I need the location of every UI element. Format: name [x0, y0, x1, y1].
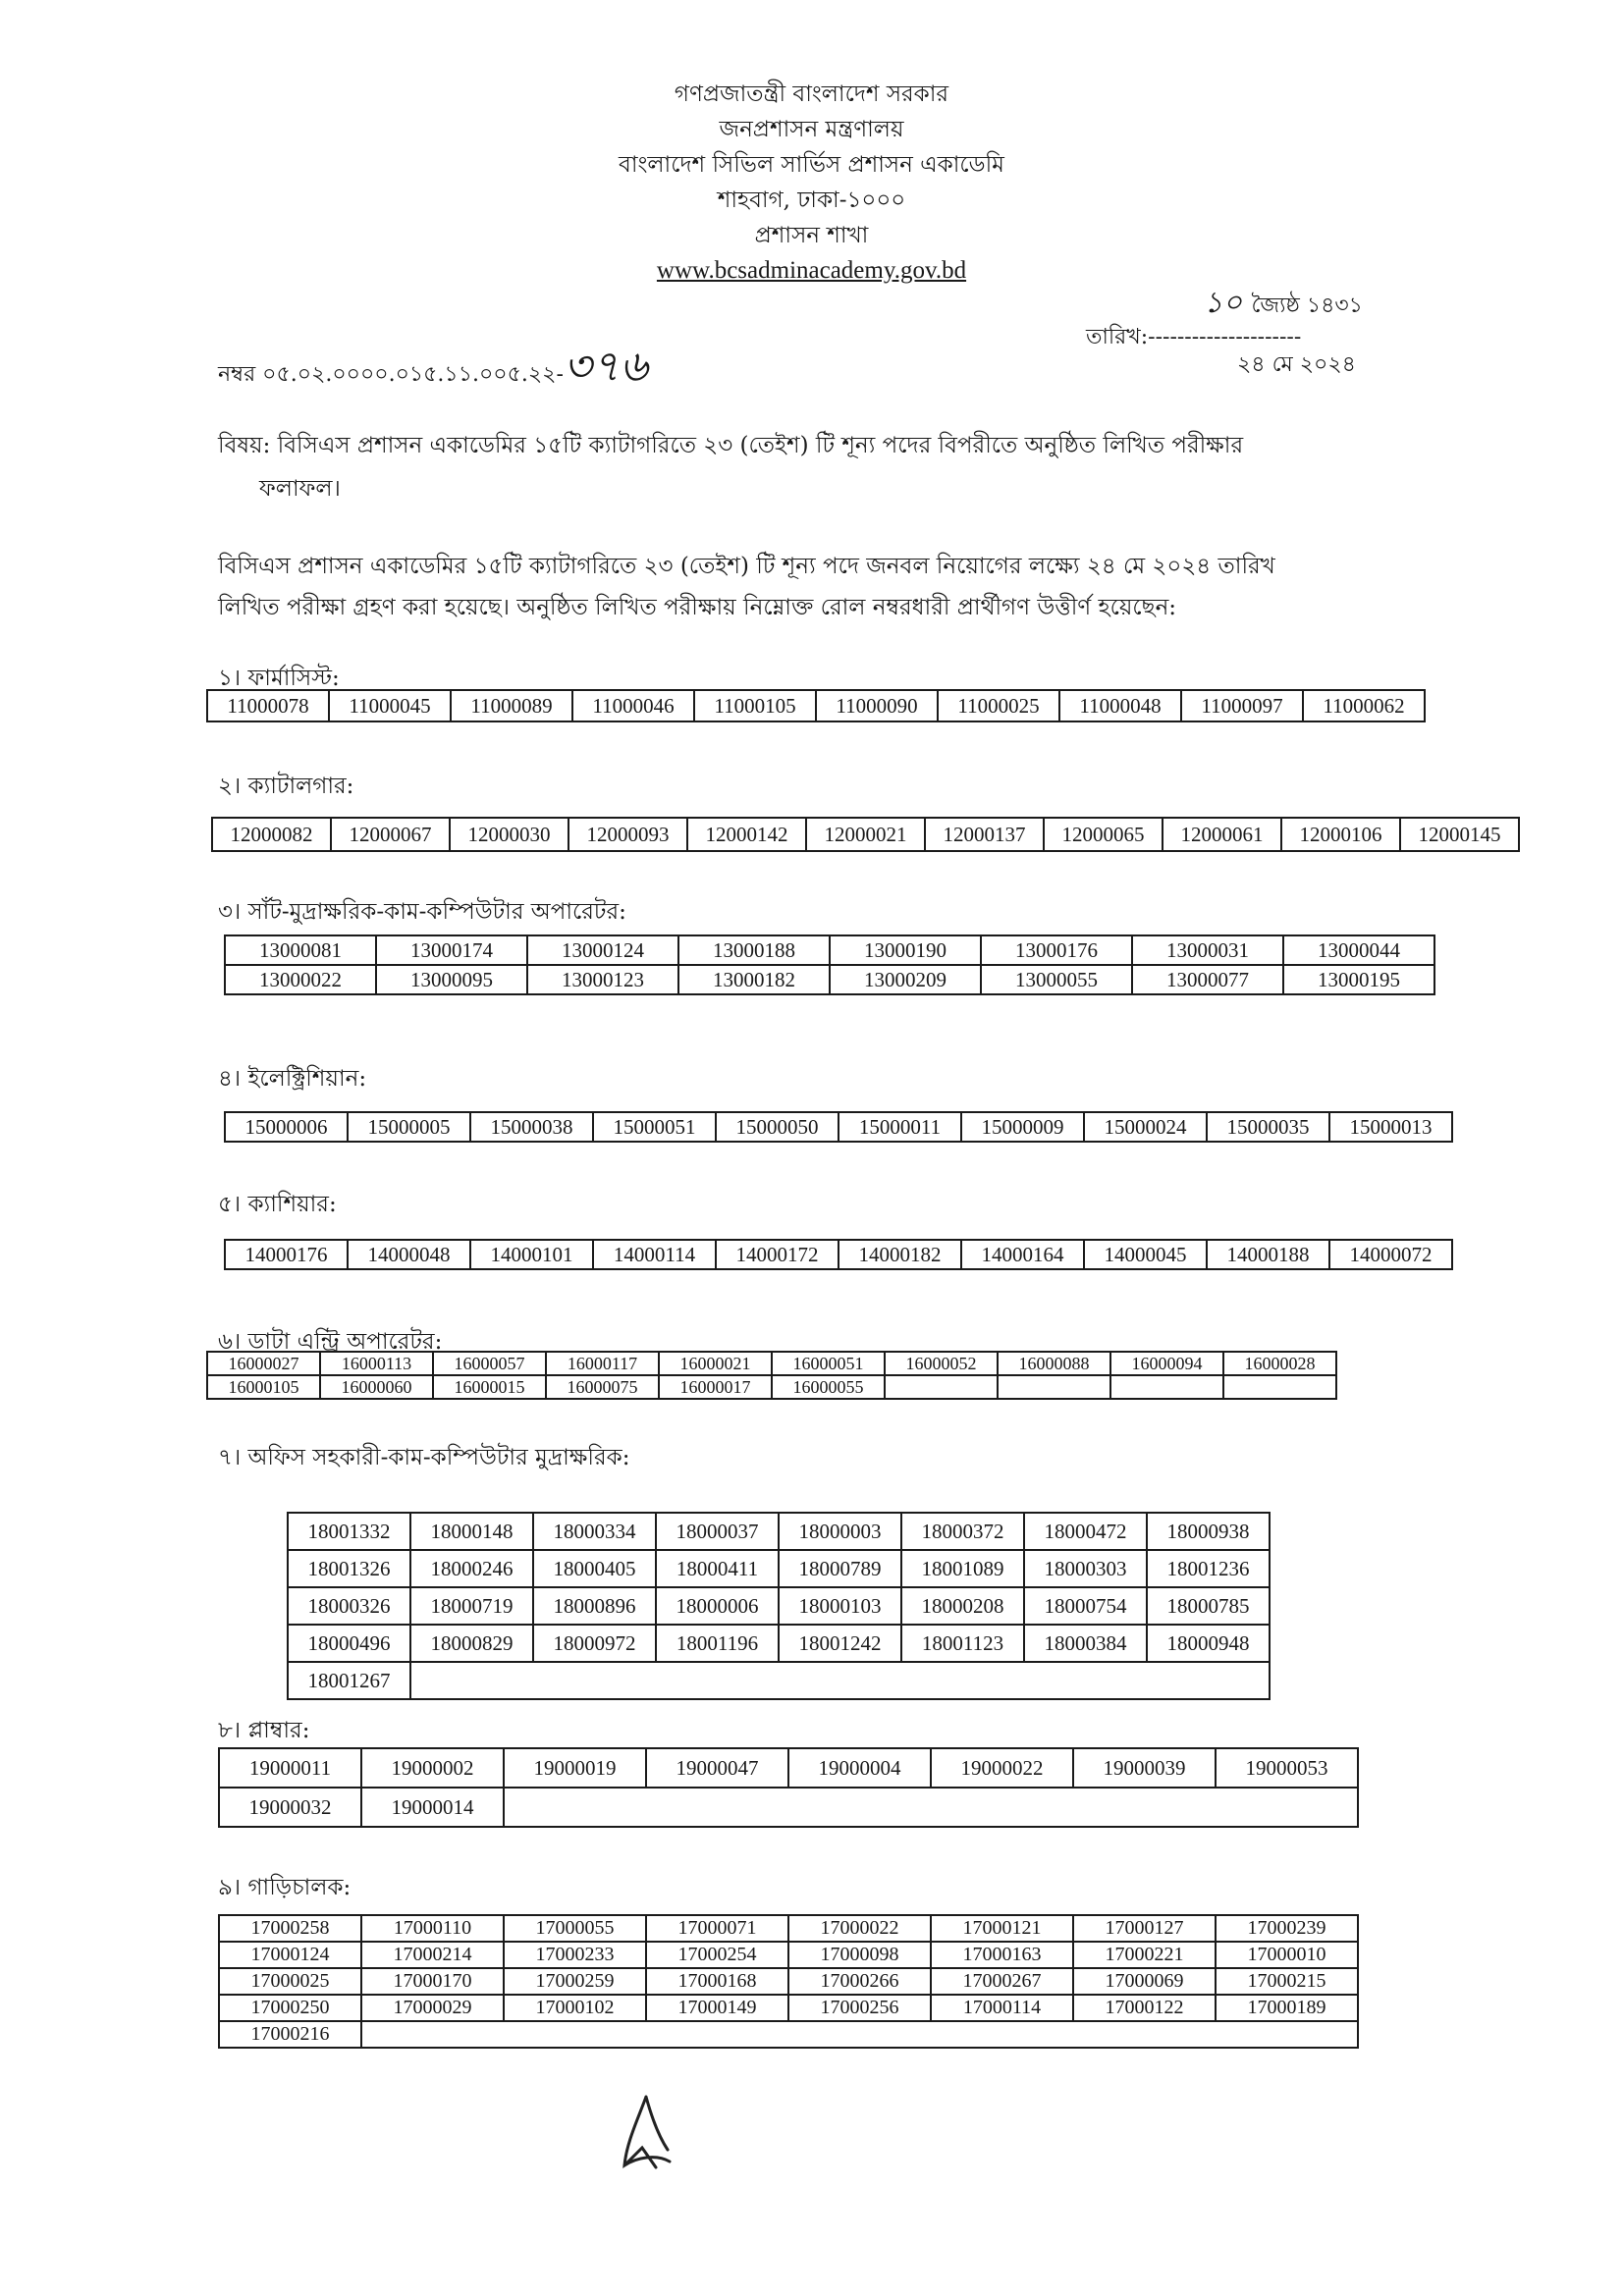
roll-number-cell: 14000188 [1207, 1240, 1329, 1269]
roll-number-cell: 17000163 [931, 1942, 1073, 1968]
roll-number-cell: 15000024 [1084, 1112, 1207, 1142]
roll-number-cell: 16000027 [207, 1352, 320, 1375]
roll-number-table [211, 817, 1520, 852]
roll-number-cell: 16000015 [433, 1375, 546, 1399]
roll-number-cell: 18000411 [656, 1550, 779, 1587]
roll-number-cell: 17000127 [1073, 1915, 1216, 1942]
roll-number-cell: 16000105 [207, 1375, 320, 1399]
roll-number-cell: 14000072 [1329, 1240, 1452, 1269]
roll-number-cell: 18001242 [779, 1625, 901, 1662]
roll-number-cell: 19000002 [361, 1748, 504, 1788]
roll-number-cell: 15000005 [348, 1112, 470, 1142]
roll-number-cell: 13000209 [830, 965, 981, 994]
roll-number-cell: 17000259 [504, 1968, 646, 1995]
roll-number-cell: 12000093 [568, 818, 687, 851]
roll-number-cell: 14000045 [1084, 1240, 1207, 1269]
roll-number-cell: 18001196 [656, 1625, 779, 1662]
roll-number-cell: 18001332 [288, 1513, 410, 1550]
roll-number-cell: 13000123 [527, 965, 678, 994]
roll-number-cell: 18000789 [779, 1550, 901, 1587]
table-row [219, 2021, 1358, 2048]
section-heading: ৬। ডাটা এন্ট্রি অপারেটর: [218, 1329, 443, 1355]
roll-number-cell: 13000031 [1132, 935, 1283, 965]
roll-number-cell: 14000182 [839, 1240, 961, 1269]
table-row [288, 1662, 1270, 1699]
roll-number-cell: 14000114 [593, 1240, 716, 1269]
roll-number-cell: 16000051 [772, 1352, 885, 1375]
roll-number-cell: 15000038 [470, 1112, 593, 1142]
roll-number-cell: 17000102 [504, 1995, 646, 2021]
roll-number-table [218, 1914, 1359, 2049]
roll-number-cell: 11000045 [329, 690, 451, 721]
roll-number-cell: 12000137 [925, 818, 1044, 851]
roll-number-cell: 12000030 [450, 818, 568, 851]
roll-number-cell: 17000124 [219, 1942, 361, 1968]
roll-number-cell [885, 1375, 998, 1399]
roll-number-cell: 18000472 [1024, 1513, 1147, 1550]
roll-number-cell: 18000148 [410, 1513, 533, 1550]
roll-number-cell: 17000025 [219, 1968, 361, 1995]
roll-number-cell: 18000208 [901, 1587, 1024, 1625]
roll-number-cell: 17000258 [219, 1915, 361, 1942]
roll-number-cell: 11000097 [1181, 690, 1303, 721]
roll-number-cell: 16000055 [772, 1375, 885, 1399]
roll-number-cell: 17000254 [646, 1942, 788, 1968]
roll-number-cell: 11000078 [207, 690, 329, 721]
table-row [219, 1915, 1358, 1942]
roll-number-cell: 12000106 [1281, 818, 1400, 851]
roll-number-cell: 18000326 [288, 1587, 410, 1625]
roll-number-cell [998, 1375, 1110, 1399]
roll-number-cell: 17000071 [646, 1915, 788, 1942]
roll-number-cell: 16000057 [433, 1352, 546, 1375]
roll-number-cell: 18000372 [901, 1513, 1024, 1550]
bangla-date-day: ১০ [1204, 286, 1242, 320]
body-paragraph [218, 546, 1386, 628]
subject-line-continued: ফলাফল। [259, 476, 341, 502]
roll-number-cell: 19000047 [646, 1748, 788, 1788]
memo-number-handwritten: ৩৭৬ [563, 342, 648, 392]
subject-line: বিষয়: বিসিএস প্রশাসন একাডেমির ১৫টি ক্যাটাগরিতে ২৩ (তেইশ) টি শূন্য পদের বিপরীতে অনুষ্ঠিত লিখিত পরীক্ষার [218, 433, 1244, 458]
roll-number-cell: 16000021 [659, 1352, 772, 1375]
roll-number-cell: 11000048 [1059, 690, 1181, 721]
table-row [225, 935, 1434, 965]
roll-number-cell: 16000060 [320, 1375, 433, 1399]
roll-number-cell: 13000095 [376, 965, 527, 994]
section-heading: ১। ফার্মাসিস্ট: [218, 666, 340, 691]
roll-number-cell: 16000075 [546, 1375, 659, 1399]
section-heading: ৫। ক্যাশিয়ার: [218, 1192, 337, 1217]
roll-number-cell: 18000246 [410, 1550, 533, 1587]
roll-number-cell: 14000048 [348, 1240, 470, 1269]
roll-number-cell: 17000022 [788, 1915, 931, 1942]
roll-number-cell: 17000029 [361, 1995, 504, 2021]
roll-number-cell: 18000896 [533, 1587, 656, 1625]
empty-cell [410, 1662, 1270, 1699]
roll-number-cell: 15000006 [225, 1112, 348, 1142]
table-row [225, 965, 1434, 994]
table-row [219, 1788, 1358, 1827]
roll-number-cell: 18000384 [1024, 1625, 1147, 1662]
roll-number-cell: 11000046 [572, 690, 694, 721]
roll-number-cell: 12000021 [806, 818, 925, 851]
roll-number-cell: 18000405 [533, 1550, 656, 1587]
roll-number-cell: 15000035 [1207, 1112, 1329, 1142]
roll-number-cell: 17000221 [1073, 1942, 1216, 1968]
table-row [288, 1625, 1270, 1662]
roll-number-cell: 14000101 [470, 1240, 593, 1269]
roll-number-cell: 18000037 [656, 1513, 779, 1550]
roll-number-cell: 19000039 [1073, 1748, 1216, 1788]
roll-number-cell: 14000164 [961, 1240, 1084, 1269]
roll-number-cell: 18000938 [1147, 1513, 1270, 1550]
roll-number-cell: 18000785 [1147, 1587, 1270, 1625]
roll-number-cell: 17000168 [646, 1968, 788, 1995]
roll-number-cell: 15000009 [961, 1112, 1084, 1142]
roll-number-cell: 18000754 [1024, 1587, 1147, 1625]
bangla-date-month-year: জ্যৈষ্ঠ ১৪৩১ [1251, 294, 1363, 318]
website-link[interactable]: www.bcsadminacademy.gov.bd [656, 257, 967, 284]
roll-number-cell: 14000172 [716, 1240, 839, 1269]
roll-number-cell: 17000121 [931, 1915, 1073, 1942]
roll-number-cell: 13000182 [678, 965, 830, 994]
roll-number-cell: 19000022 [931, 1748, 1073, 1788]
roll-number-cell: 19000011 [219, 1748, 361, 1788]
roll-number-cell: 17000110 [361, 1915, 504, 1942]
roll-number-cell: 16000017 [659, 1375, 772, 1399]
roll-number-table [287, 1512, 1271, 1700]
roll-number-cell: 13000044 [1283, 935, 1434, 965]
roll-number-cell: 13000055 [981, 965, 1132, 994]
roll-number-cell: 16000113 [320, 1352, 433, 1375]
body-line: বিসিএস প্রশাসন একাডেমির ১৫টি ক্যাটাগরিতে ২৩ (তেইশ) টি শূন্য পদে জনবল নিয়োগের লক্ষ্যে ২৪ মে ২০২৪ তারিখ [218, 554, 1275, 579]
roll-number-cell: 17000250 [219, 1995, 361, 2021]
english-date: ২৪ মে ২০২৪ [1237, 352, 1356, 377]
table-row [225, 1240, 1452, 1269]
subject [218, 424, 1386, 510]
table-row [207, 1375, 1336, 1399]
roll-number-cell: 15000051 [593, 1112, 716, 1142]
roll-number-cell: 18000003 [779, 1513, 901, 1550]
ministry-name: জনপ্রশাসন মন্ত্রণালয় [719, 117, 904, 142]
roll-number-table [224, 1239, 1453, 1270]
roll-number-cell: 18000103 [779, 1587, 901, 1625]
roll-number-cell: 18000948 [1147, 1625, 1270, 1662]
table-row [288, 1550, 1270, 1587]
academy-address: শাহবাগ, ঢাকা-১০০০ [717, 187, 906, 213]
roll-number-cell: 15000050 [716, 1112, 839, 1142]
section-heading: ২। ক্যাটালগার: [218, 774, 354, 799]
memo-number-prefix: নম্বর ০৫.০২.০০০০.০১৫.১১.০০৫.২২- [218, 362, 564, 387]
roll-number-cell: 18000829 [410, 1625, 533, 1662]
roll-number-cell: 18000303 [1024, 1550, 1147, 1587]
table-row [207, 690, 1425, 721]
roll-number-cell: 18001089 [901, 1550, 1024, 1587]
section-heading: ৩। সাঁট-মুদ্রাক্ষরিক-কাম-কম্পিউটার অপারেটর: [218, 899, 626, 925]
roll-number-cell: 12000145 [1400, 818, 1519, 851]
roll-number-cell: 15000011 [839, 1112, 961, 1142]
roll-number-cell: 16000028 [1223, 1352, 1336, 1375]
table-row [288, 1587, 1270, 1625]
empty-cell [361, 2021, 1358, 2048]
roll-number-cell: 18001123 [901, 1625, 1024, 1662]
roll-number-cell: 14000176 [225, 1240, 348, 1269]
government-name: গণপ্রজাতন্ত্রী বাংলাদেশ সরকার [674, 81, 949, 107]
roll-number-cell: 17000267 [931, 1968, 1073, 1995]
roll-number-cell: 11000062 [1303, 690, 1425, 721]
section-heading: ৯। গাড়িচালক: [218, 1875, 352, 1900]
roll-number-cell: 15000013 [1329, 1112, 1452, 1142]
roll-number-cell: 17000215 [1216, 1968, 1358, 1995]
section-heading: ৭। অফিস সহকারী-কাম-কম্পিউটার মুদ্রাক্ষরিক: [218, 1445, 630, 1470]
table-row [212, 818, 1519, 851]
roll-number-table [224, 1111, 1453, 1143]
roll-number-cell: 18000719 [410, 1587, 533, 1625]
roll-number-cell: 13000195 [1283, 965, 1434, 994]
roll-number-cell: 17000214 [361, 1942, 504, 1968]
roll-number-cell: 11000090 [816, 690, 938, 721]
roll-number-cell: 12000082 [212, 818, 331, 851]
roll-number-cell: 16000052 [885, 1352, 998, 1375]
roll-number-cell: 18001267 [288, 1662, 410, 1699]
roll-number-cell: 16000088 [998, 1352, 1110, 1375]
roll-number-cell: 17000266 [788, 1968, 931, 1995]
roll-number-table [218, 1747, 1359, 1828]
roll-number-cell: 17000189 [1216, 1995, 1358, 2021]
roll-number-cell: 18000334 [533, 1513, 656, 1550]
roll-number-cell: 19000004 [788, 1748, 931, 1788]
roll-number-cell: 17000010 [1216, 1942, 1358, 1968]
roll-number-cell: 17000149 [646, 1995, 788, 2021]
memo-number [218, 334, 648, 405]
letterhead [0, 77, 1623, 289]
roll-number-cell: 17000098 [788, 1942, 931, 1968]
empty-cell [504, 1788, 1358, 1827]
roll-number-cell: 11000025 [938, 690, 1059, 721]
roll-number-cell: 11000105 [694, 690, 816, 721]
roll-number-cell: 13000022 [225, 965, 376, 994]
roll-number-cell: 12000061 [1163, 818, 1281, 851]
roll-number-cell: 17000069 [1073, 1968, 1216, 1995]
roll-number-cell [1223, 1375, 1336, 1399]
roll-number-cell: 17000170 [361, 1968, 504, 1995]
roll-number-cell: 17000122 [1073, 1995, 1216, 2021]
table-row [219, 1942, 1358, 1968]
roll-number-cell: 12000067 [331, 818, 450, 851]
roll-number-table [206, 1351, 1337, 1400]
section-heading: ৮। প্লাম্বার: [218, 1718, 310, 1743]
roll-number-table [206, 689, 1426, 722]
roll-number-cell: 13000174 [376, 935, 527, 965]
roll-number-cell: 18001326 [288, 1550, 410, 1587]
roll-number-cell: 19000032 [219, 1788, 361, 1827]
roll-number-cell: 16000094 [1110, 1352, 1223, 1375]
section-heading: ৪। ইলেক্ট্রিশিয়ান: [218, 1066, 367, 1092]
roll-number-cell: 13000176 [981, 935, 1132, 965]
roll-number-cell: 19000014 [361, 1788, 504, 1827]
roll-number-cell: 17000114 [931, 1995, 1073, 2021]
table-row [219, 1968, 1358, 1995]
roll-number-cell: 13000188 [678, 935, 830, 965]
roll-number-cell: 11000089 [451, 690, 572, 721]
academy-name: বাংলাদেশ সিভিল সার্ভিস প্রশাসন একাডেমি [619, 152, 1004, 178]
branch-name: প্রশাসন শাখা [754, 223, 869, 248]
roll-number-cell: 17000216 [219, 2021, 361, 2048]
roll-number-cell: 17000256 [788, 1995, 931, 2021]
roll-number-cell: 18001236 [1147, 1550, 1270, 1587]
roll-number-cell: 18000006 [656, 1587, 779, 1625]
signature [617, 2089, 676, 2177]
roll-number-cell: 13000081 [225, 935, 376, 965]
table-row [219, 1995, 1358, 2021]
table-row [219, 1748, 1358, 1788]
roll-number-cell: 17000233 [504, 1942, 646, 1968]
roll-number-cell: 17000055 [504, 1915, 646, 1942]
roll-number-cell: 16000117 [546, 1352, 659, 1375]
roll-number-cell [1110, 1375, 1223, 1399]
roll-number-cell: 12000065 [1044, 818, 1163, 851]
roll-number-cell: 13000077 [1132, 965, 1283, 994]
roll-number-cell: 19000053 [1216, 1748, 1358, 1788]
table-row [225, 1112, 1452, 1142]
table-row [207, 1352, 1336, 1375]
roll-number-cell: 18000496 [288, 1625, 410, 1662]
body-line: লিখিত পরীক্ষা গ্রহণ করা হয়েছে। অনুষ্ঠিত লিখিত পরীক্ষায় নিম্নোক্ত রোল নম্বরধারী প্রার্থীগণ উত্তীর্ণ হয়েছেন: [218, 595, 1177, 620]
date-label: তারিখ:--------------------- [1086, 325, 1302, 349]
roll-number-cell: 17000239 [1216, 1915, 1358, 1942]
roll-number-cell: 13000124 [527, 935, 678, 965]
roll-number-table [224, 934, 1435, 995]
roll-number-cell: 18000972 [533, 1625, 656, 1662]
roll-number-cell: 13000190 [830, 935, 981, 965]
roll-number-cell: 19000019 [504, 1748, 646, 1788]
roll-number-cell: 12000142 [687, 818, 806, 851]
table-row [288, 1513, 1270, 1550]
